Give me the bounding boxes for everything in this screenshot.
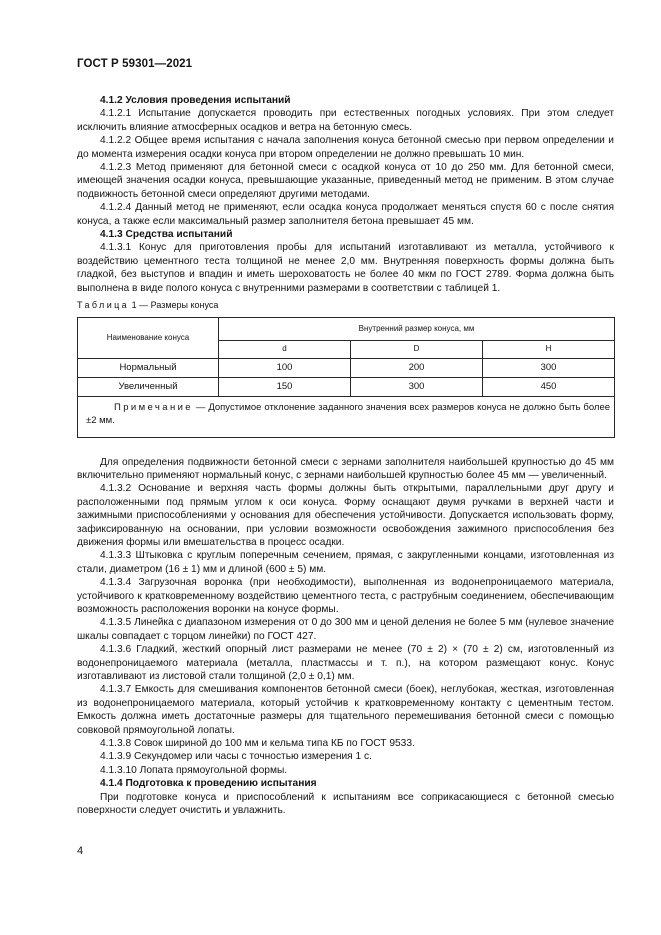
table-note [78,396,615,437]
table-caption-label: Таблица [77,300,130,311]
column-header-D: D [351,340,483,358]
paragraph-4-1-3-2: 4.1.3.2 Основание и верхняя часть формы должны быть открытыми, параллельными друг другу и расположенными под прямым углом к оси конуса. Форму оснащают двумя ручками в верхней части и зажимными приспособлениями у основания для обеспечения устойчивости. Допускается использовать форму, зафиксированную на основании, при условии возможности освобождения зажимного приспособления без движения формы или вмешательства в процесс осадки. [77,483,614,548]
paragraph-4-1-2-4: 4.1.2.4 Данный метод не применяют, если осадка конуса продолжает меняться спустя 60 с после снятия конуса, а также если максимальный размер заполнителя бетона превышает 45 мм. [77,202,614,227]
cell-cone-name: Увеличенный [78,377,219,396]
paragraph-4-1-3-5: 4.1.3.5 Линейка с диапазоном измерения от 0 до 300 мм и ценой деления не более 5 мм (нулевое значение шкалы совпадает с торцом линейки) по ГОСТ 427. [77,617,614,642]
cell-D: 200 [351,358,483,377]
document-header: ГОСТ Р 59301—2021 [77,58,193,70]
paragraph-4-1-3-8: 4.1.3.8 Совок шириной до 100 мм и кельма типа КБ по ГОСТ 9533. [100,738,415,750]
column-header-H: H [483,340,615,358]
table-note-label: Примечание [114,402,193,413]
column-header-cone-name: Наименование конуса [78,317,219,358]
paragraph-4-1-4: При подготовке конуса и приспособлений к испытаниям все соприкасающиеся с бетонной смесью поверхности следует очистить и увлажнить. [77,791,614,817]
post-table-text [77,456,614,818]
paragraph-4-1-3-1: 4.1.3.1 Конус для приготовления пробы для испытаний изготавливают из металла, устойчивого к воздействию цементного теста толщиной не менее 2,0 мм. Внутренняя поверхность формы должна быть гладкой, без выступов и впадин и иметь шероховатость не более 40 мкм по ГОСТ 2789. Форма должна быть выполнена в виде полого конуса с внутренними размерами в соответствии с таблицей 1. [77,242,614,294]
section-heading-4-1-3: 4.1.3 Средства испытаний [100,229,233,241]
section-heading-4-1-2: 4.1.2 Условия проведения испытаний [100,95,291,106]
paragraph-4-1-3-4: 4.1.3.4 Загрузочная воронка (при необходимости), выполненная из водонепроницаемого материала, устойчивого к кратковременному воздействию цементного теста, с раструбным соединением, обеспечивающим возможность расположения воронки на конусе формы. [77,577,614,615]
table-caption [77,299,614,312]
paragraph-4-1-2-1: 4.1.2.1 Испытание допускается проводить при естественных погодных условиях. При этом следует исключить влияние атмосферных осадков и ветра на бетонную смесь. [77,108,614,133]
paragraph-4-1-3-3: 4.1.3.3 Штыковка с круглым поперечным сечением, прямая, с закругленными концами, изготовленная из стали, диаметром (16 ± 1) мм и длиной (600 ± 5) мм. [77,550,614,575]
paragraph-4-1-3-10: 4.1.3.10 Лопата прямоугольной формы. [100,764,288,776]
paragraph-cone-selection: Для определения подвижности бетонной смеси с зернами заполнителя наибольшей крупностью до 45 мм включительно применяют нормальный конус, с зернами наибольшей крупностью более 45 мм — увеличенный. [77,456,614,481]
cell-D: 300 [351,377,483,396]
table-row [78,377,615,396]
cell-H: 300 [483,358,615,377]
column-header-d: d [219,340,351,358]
cell-d: 150 [219,377,351,396]
cell-d: 100 [219,358,351,377]
paragraph-4-1-2-3: 4.1.2.3 Метод применяют для бетонной смеси с осадкой конуса от 10 до 250 мм. Для бетонной смеси, имеющей значения осадки конуса, превышающие указанные, приведенный метод не применим. В этом случае подвижность бетонной смеси определяют другими методами. [77,162,614,200]
page-number: 4 [77,845,84,857]
paragraph-4-1-3-7: 4.1.3.7 Емкость для смешивания компонентов бетонной смеси (боек), неглубокая, жесткая, изготовленная из водонепроницаемого материала, который устойчив к кратковременному контакту с цементным тестом. Емкость должна иметь достаточные размеры для тщательного перемешивания бетонной смеси с помощью совковой прямоугольной лопаты. [77,684,614,736]
paragraph-4-1-3-9: 4.1.3.9 Секундомер или часы с точностью измерения 1 с. [100,751,372,763]
table-row [78,358,615,377]
cell-cone-name: Нормальный [78,358,219,377]
paragraph-4-1-2-2: 4.1.2.2 Общее время испытания с начала заполнения конуса бетонной смесью при первом определении и до момента измерения осадки конуса при втором определении не должно превышать 10 мин. [77,135,614,160]
table-caption-text: 1 — Размеры конуса [131,300,219,311]
paragraph-4-1-3-6: 4.1.3.6 Гладкий, жесткий опорный лист размерами не менее (70 ± 2) × (70 ± 2) см, изготовленный из водонепроницаемого материала (металла, пластмассы и т. п.), на котором размещают конус. Конус изготавливают из листовой стали толщиной (2,0 ± 0,1) мм. [77,644,614,682]
document-body [77,94,614,817]
section-heading-4-1-4: 4.1.4 Подготовка к проведению испытания [100,778,317,790]
column-header-inner-size: Внутренний размер конуса, мм [219,317,615,340]
cell-H: 450 [483,377,615,396]
cone-dimensions-table [77,317,615,438]
table-note-text: — Допустимое отклонение заданного значения всех размеров конуса не должно быть более ±2 мм. [86,402,611,426]
